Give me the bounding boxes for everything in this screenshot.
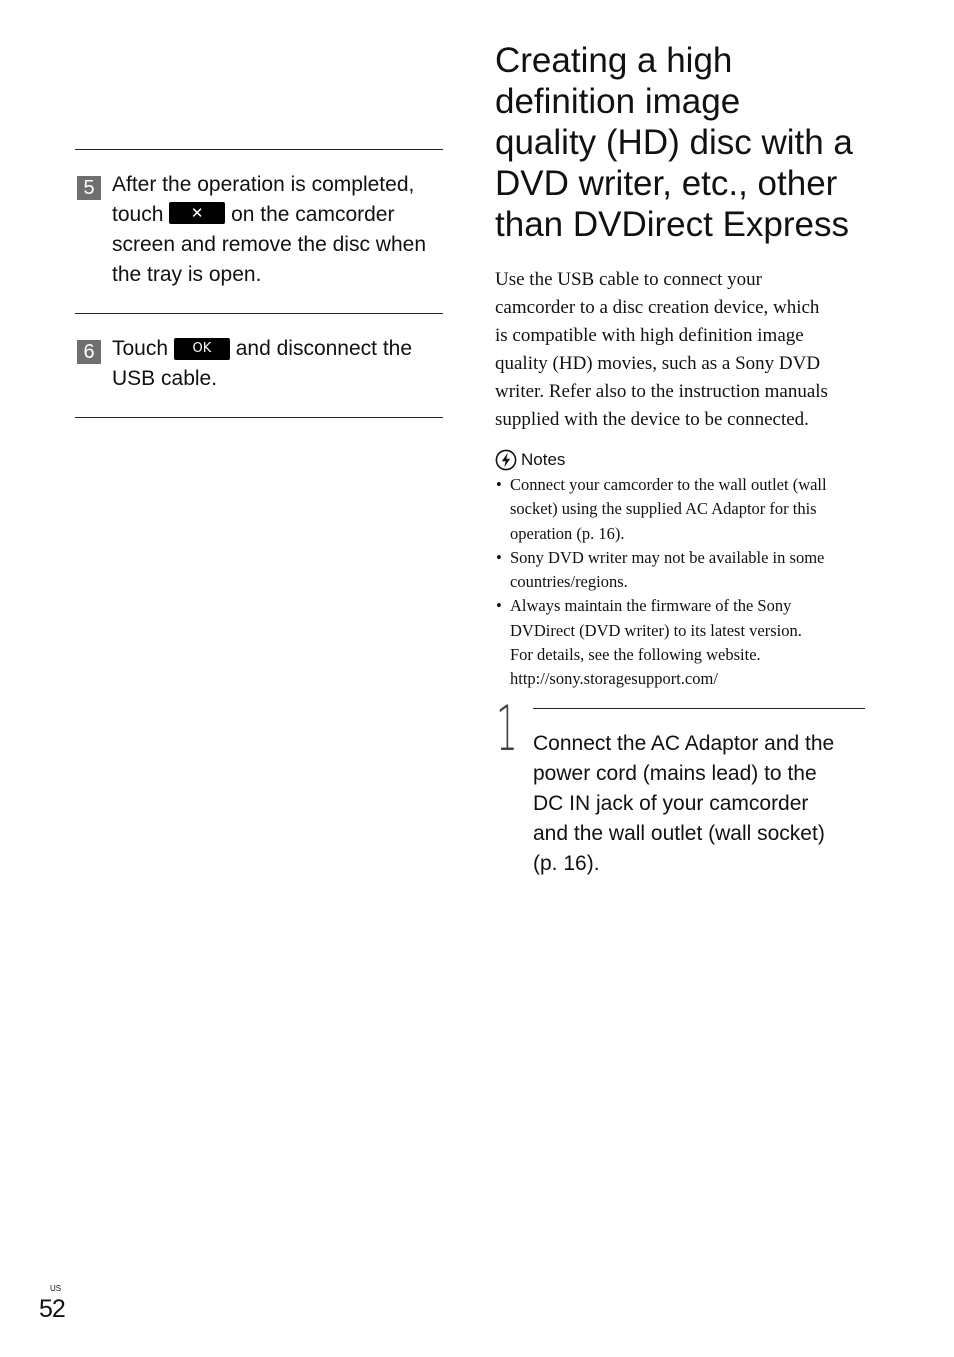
page-number: 52 (39, 1295, 65, 1323)
step-5-line-4: the tray is open. (112, 263, 262, 286)
note-line: • Connect your camcorder to the wall outlet (wall (510, 475, 827, 494)
step-6-text (112, 334, 448, 394)
note-line: DVDirect (DVD writer) to its latest version. (510, 620, 802, 640)
section-title (495, 40, 895, 245)
note-line: For details, see the following website. (510, 645, 761, 665)
step-5-line-2 (112, 200, 448, 230)
note-line[interactable]: http://sony.storagesupport.com/ (510, 669, 718, 689)
step-1-divider (533, 708, 865, 709)
step-1-text (533, 729, 873, 879)
title-line: definition image (495, 82, 741, 121)
note-item (495, 546, 873, 595)
step-6-after-button: and disconnect the (235, 337, 413, 360)
intro-line: Use the USB cable to connect your (495, 269, 762, 290)
ok-button-icon: OK (174, 338, 230, 360)
step-1-line: Connect the AC Adaptor and the (533, 732, 835, 755)
note-item (495, 594, 873, 691)
title-line: Creating a high (495, 41, 733, 80)
step-1-line: (p. 16). (533, 852, 600, 875)
title-line: quality (HD) disc with a (495, 123, 853, 162)
caution-icon (495, 449, 517, 471)
step-5-after-button: on the camcorder (231, 203, 395, 226)
step-5-touch-label: touch (112, 203, 164, 226)
page-region-label: US (50, 1284, 62, 1293)
note-line: • Sony DVD writer may not be available in some (510, 547, 825, 567)
step-1-line: and the wall outlet (wall socket) (533, 822, 825, 845)
step-5-line-1: After the operation is completed, (112, 173, 415, 196)
divider-middle (75, 313, 443, 314)
title-line: DVD writer, etc., other (495, 164, 838, 203)
note-line: countries/regions. (510, 572, 628, 592)
close-button-icon: ✕ (169, 202, 225, 224)
notes-list (495, 473, 873, 692)
notes-heading-label: Notes (521, 450, 566, 469)
step-1-line: DC IN jack of your camcorder (533, 792, 809, 815)
intro-line: camcorder to a disc creation device, which (495, 297, 820, 318)
step-1-number: 1 (496, 692, 518, 765)
intro-line: writer. Refer also to the instruction manuals (495, 381, 828, 402)
notes-heading (495, 449, 565, 471)
note-item (495, 473, 873, 546)
step-6-touch-label: Touch (112, 337, 169, 360)
intro-line: is compatible with high definition image (495, 325, 804, 346)
divider-top (75, 149, 443, 150)
intro-line: quality (HD) movies, such as a Sony DVD (495, 353, 821, 374)
step-6-line-2: USB cable. (112, 367, 218, 390)
step-6-line-1 (112, 334, 448, 364)
note-line: operation (p. 16). (510, 523, 625, 543)
step-5-line-3: screen and remove the disc when (112, 233, 427, 256)
divider-bottom (75, 417, 443, 418)
intro-line: supplied with the device to be connected. (495, 409, 809, 430)
title-line: than DVDirect Express (495, 205, 850, 244)
note-line: socket) using the supplied AC Adaptor for this (510, 499, 817, 519)
step-1-line: power cord (mains lead) to the (533, 762, 817, 785)
step-6-number: 6 (77, 340, 101, 364)
intro-paragraph (495, 266, 875, 434)
step-5-number: 5 (77, 176, 101, 200)
step-5-text (112, 170, 448, 290)
note-line: • Always maintain the firmware of the Sony (510, 596, 792, 616)
